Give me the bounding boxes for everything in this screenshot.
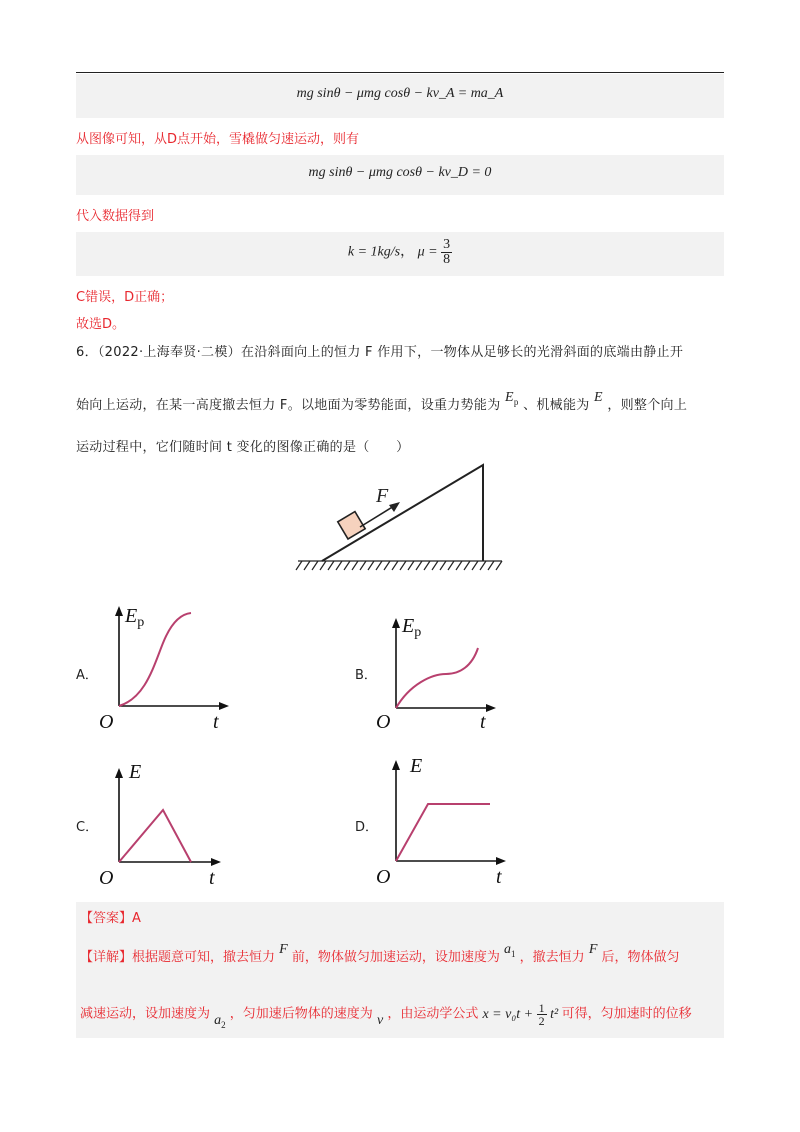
symbol-e: E (594, 390, 603, 405)
block (338, 512, 365, 539)
option-c-x-label: t (209, 867, 215, 887)
option-c-label: C． (76, 820, 99, 835)
text-c-wrong: C错误，D正确； (76, 290, 174, 305)
detail-line-1: 【详解】根据题意可知，撤去恒力 F 前，物体做匀加速运动，设加速度为 $a_1$ ，撤去恒力 F 后，物体做匀 (80, 942, 680, 965)
mu-label: μ = (417, 244, 438, 260)
option-d-y-label: E (410, 755, 423, 777)
k-result: k = 1kg/s (347, 244, 401, 260)
symbol-f-1: F (279, 942, 288, 957)
kinematics-formula: x = v₀t + $\frac{1}{2}$ t² (482, 1001, 559, 1028)
option-a-label: A． (76, 668, 98, 683)
formula-3: k = 1kg/s， μ = $\frac{3}{8}$ (347, 237, 451, 267)
formula-box-3 (76, 232, 724, 276)
option-b-origin: O (376, 711, 391, 733)
force-label: F (376, 485, 389, 507)
option-d-curve (396, 804, 490, 861)
option-c-y-label: E (129, 761, 142, 783)
option-a-x-label: t (213, 711, 219, 733)
option-b-graph (372, 604, 512, 734)
text-from-graph: 从图像可知，从D点开始，雪橇做匀速运动，则有 (76, 132, 360, 147)
mu-fraction: $\frac{3}{8}$ (443, 237, 451, 267)
half-fraction: $\frac{1}{2}$ (538, 1001, 545, 1028)
symbol-a2: $a_2$ (214, 1012, 226, 1030)
option-b-y-label: $E_p$ (402, 615, 422, 640)
formula-1: mg sinθ − μmg cosθ − kv_A = ma_A (296, 86, 504, 101)
answer-line: 【答案】A (80, 911, 141, 926)
option-d-x-label: t (496, 866, 502, 888)
option-d-origin: O (376, 866, 391, 888)
formula-box-2 (76, 155, 724, 195)
ground-hatch (296, 561, 502, 570)
symbol-ep: $E_p$ (504, 390, 519, 407)
option-c-curve (119, 810, 191, 862)
q6-line3: 运动过程中，它们随时间 t 变化的图像正确的是（ ） (76, 440, 410, 455)
option-b-x-label: t (480, 711, 486, 733)
option-c-origin: O (99, 867, 114, 887)
option-a-origin: O (99, 711, 114, 733)
option-d-label: D． (355, 820, 379, 835)
option-a-graph (95, 598, 235, 733)
option-a-y-label: $E_p$ (125, 605, 145, 630)
option-b-curve (396, 648, 478, 708)
option-b-label: B． (355, 668, 377, 683)
answer-box (76, 902, 724, 1038)
text-substitute: 代入数据得到 (76, 209, 155, 224)
option-d-graph (372, 748, 522, 888)
detail-line-2: 减速运动，设加速度为 $a_2$ ，匀加速后物体的速度为 v ，由运动学公式 x = v₀t + $\frac{1}{2}$ t² 可得，匀加速时的位移 (80, 1001, 692, 1030)
symbol-v: v (376, 1012, 384, 1028)
text-choose: 故选D。 (76, 317, 126, 332)
q6-line2: 始向上运动，在某一高度撤去恒力 F。以地面为零势能面，设重力势能为 $E_p$ 、机械能为 E ，则整个向上 (76, 390, 688, 413)
incline-slope (322, 465, 483, 561)
top-rule (76, 72, 724, 73)
symbol-f-2: F (588, 942, 598, 957)
q6-line1: 6．（2022·上海奉贤·二模）在沿斜面向上的恒力 F 作用下，一物体从足够长的光滑斜面的底端由静止开 (76, 345, 684, 360)
formula-box-1 (76, 74, 724, 118)
symbol-a1: $a_1$ (504, 942, 516, 959)
option-c-graph (95, 752, 235, 887)
incline-figure (290, 455, 510, 580)
formula-2: mg sinθ − μmg cosθ − kv_D = 0 (308, 165, 492, 180)
